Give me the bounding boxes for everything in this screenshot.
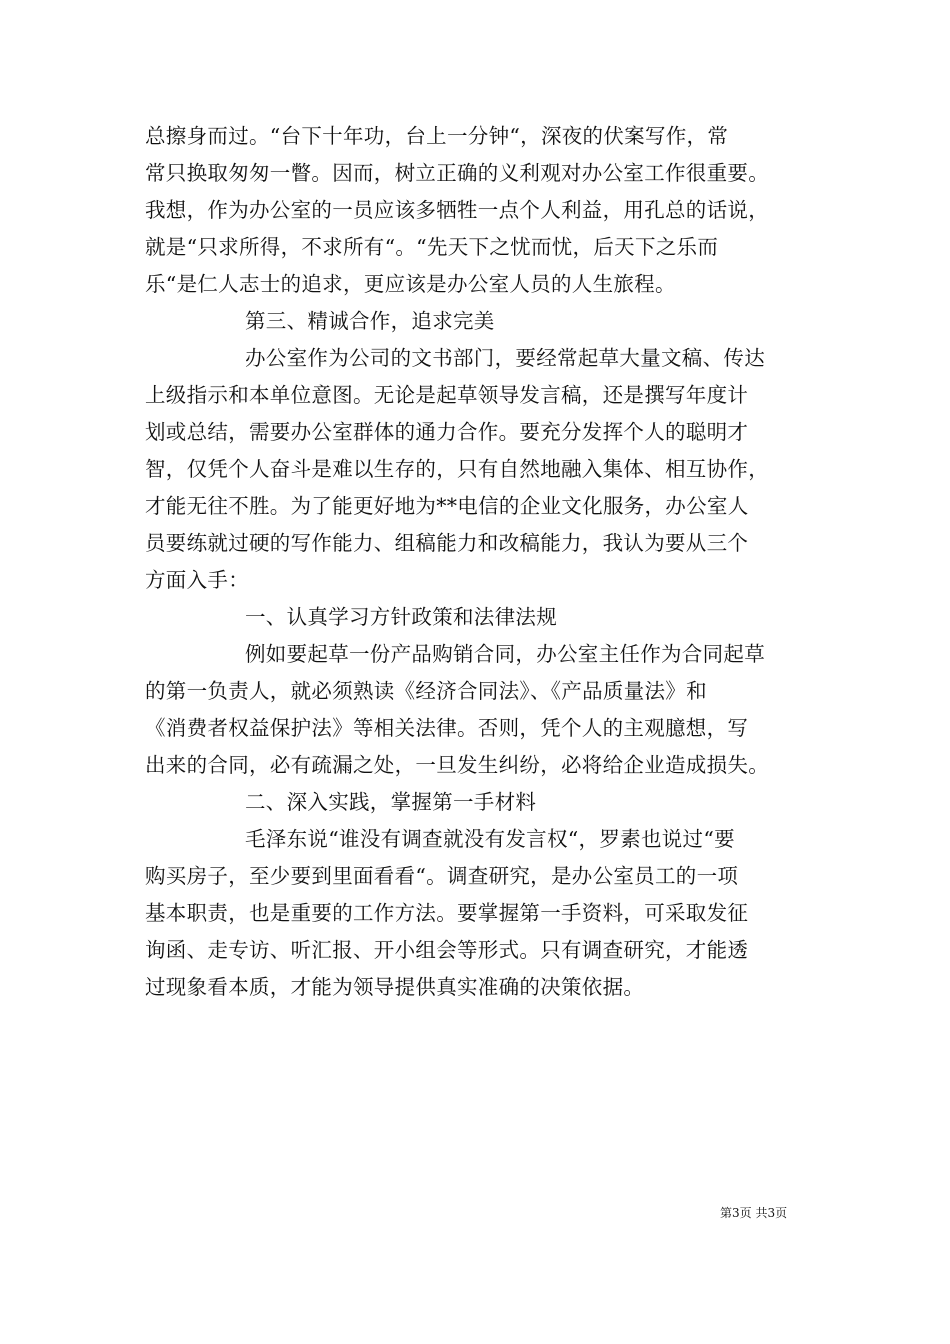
text-line: 过现象看本质，才能为领导提供真实准确的决策依据。 (145, 975, 645, 999)
text-line: 例如要起草一份产品购销合同，办公室主任作为合同起草 (245, 642, 765, 666)
footer-prefix: 第 (720, 1206, 733, 1220)
text-line: 常只换取匆匆一瞥。因而，树立正确的义利观对办公室工作很重要。 (145, 161, 769, 185)
text-line: 办公室作为公司的文书部门，要经常起草大量文稿、传达 (245, 346, 765, 370)
text-line: 购买房子，至少要到里面看看“。调查研究，是办公室员工的一项 (145, 864, 739, 888)
text-line: 出来的合同，必有疏漏之处，一旦发生纠纷，必将给企业造成损失。 (145, 753, 769, 777)
text-line: 员要练就过硬的写作能力、组稿能力和改稿能力，我认为要从三个 (145, 531, 749, 555)
text-line: 才能无往不胜。为了能更好地为**电信的企业文化服务，办公室人 (145, 494, 749, 518)
current-page-number: 3 (732, 1206, 740, 1220)
text-line: 总擦身而过。“台下十年功，台上一分钟“，深夜的伏案写作，常 (145, 124, 729, 148)
section-heading: 第三、精诚合作，追求完美 (245, 309, 495, 333)
text-line: 我想，作为办公室的一员应该多牺牲一点个人利益，用孔总的话说， (145, 198, 769, 222)
text-line: 《消费者权益保护法》等相关法律。否则，凭个人的主观臆想，写 (145, 716, 749, 740)
text-line: 询函、走专访、听汇报、开小组会等形式。只有调查研究，才能透 (145, 938, 749, 962)
text-line: 乐“是仁人志士的追求，更应该是办公室人员的人生旅程。 (145, 272, 676, 296)
document-body (145, 118, 817, 1006)
footer-suffix: 页 (775, 1206, 788, 1220)
text-line: 方面入手： (145, 568, 249, 592)
text-line: 上级指示和本单位意图。无论是起草领导发言稿，还是撰写年度计 (145, 383, 749, 407)
section-heading: 二、深入实践，掌握第一手材料 (245, 790, 537, 814)
text-line: 就是“只求所得，不求所有“。“先天下之忧而忧，后天下之乐而 (145, 235, 719, 259)
text-line: 基本职责，也是重要的工作方法。要掌握第一手资料，可采取发征 (145, 901, 749, 925)
footer-middle: 页 共 (739, 1206, 768, 1220)
section-heading: 一、认真学习方针政策和法律法规 (245, 605, 557, 629)
text-line: 毛泽东说“谁没有调查就没有发言权“，罗素也说过“要 (245, 827, 735, 851)
page-footer (720, 1205, 840, 1221)
text-line: 的第一负责人，就必须熟读《经济合同法》、《产品质量法》和 (145, 679, 707, 703)
text-line: 智，仅凭个人奋斗是难以生存的，只有自然地融入集体、相互协作， (145, 457, 769, 481)
text-line: 划或总结，需要办公室群体的通力合作。要充分发挥个人的聪明才 (145, 420, 749, 444)
total-pages-number: 3 (767, 1206, 776, 1220)
